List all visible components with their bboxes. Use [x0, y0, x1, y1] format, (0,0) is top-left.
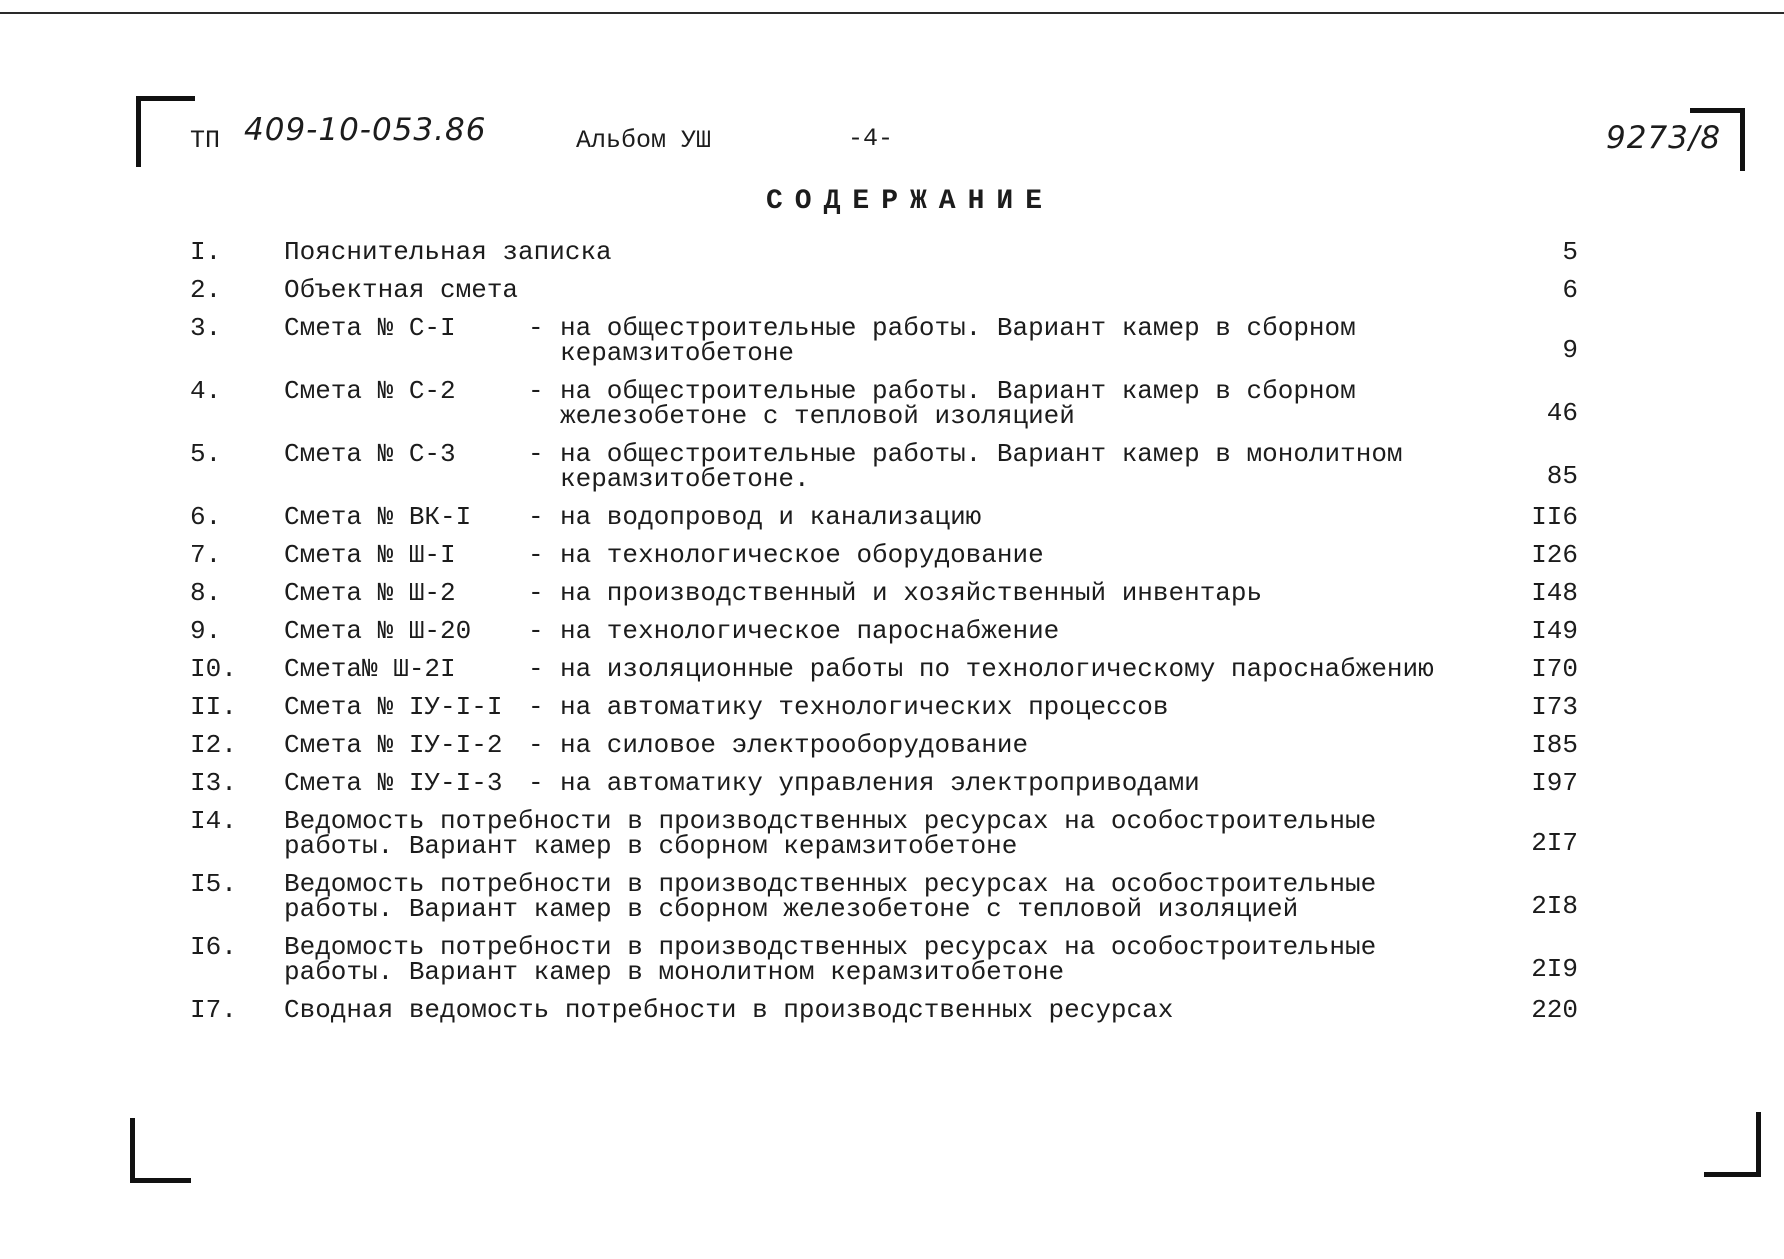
entry-dash: - — [528, 616, 544, 646]
entry-title: Ведомость потребности в производственных ресурсах на особостроительные — [284, 932, 1377, 962]
entry-page: 5 — [1562, 237, 1578, 267]
entry-description-continued: керамзитобетоне — [560, 338, 795, 368]
entry-estimate-label: Смета № Ш-20 — [284, 616, 472, 646]
entry-page: I26 — [1531, 540, 1578, 570]
entry-number: 8. — [190, 578, 222, 608]
frame-corner-bottom-right — [1704, 1112, 1761, 1177]
entry-number: II. — [190, 692, 237, 722]
frame-corner-top-left — [136, 96, 195, 167]
entry-estimate-label: Смета№ Ш-2I — [284, 654, 456, 684]
entry-number: I. — [190, 237, 222, 267]
entry-title: Объектная смета — [284, 275, 519, 305]
entry-title: Сводная ведомость потребности в производственных ресурсах — [284, 995, 1174, 1025]
entry-number: 7. — [190, 540, 222, 570]
entry-title-continued: работы. Вариант камер в сборном керамзитобетоне — [284, 831, 1018, 861]
entry-dash: - — [528, 313, 544, 343]
entry-page: II6 — [1531, 502, 1578, 532]
entry-page: 2I9 — [1531, 954, 1578, 984]
entry-number: I0. — [190, 654, 237, 684]
entry-page: I97 — [1531, 768, 1578, 798]
entry-estimate-label: Смета № С-3 — [284, 439, 456, 469]
entry-dash: - — [528, 654, 544, 684]
entry-number: I2. — [190, 730, 237, 760]
entry-page: 6 — [1562, 275, 1578, 305]
entry-dash: - — [528, 376, 544, 406]
entry-title-continued: работы. Вариант камер в сборном железобетоне с тепловой изоляцией — [284, 894, 1299, 924]
entry-estimate-label: Смета № IУ-I-I — [284, 692, 503, 722]
entry-description: на изоляционные работы по технологическому пароснабжению — [560, 654, 1434, 684]
entry-description: на общестроительные работы. Вариант камер в сборном — [560, 376, 1356, 406]
entry-page: 85 — [1546, 461, 1578, 491]
document-title: СОДЕРЖАНИЕ — [765, 186, 1055, 217]
entry-page: I49 — [1531, 616, 1578, 646]
entry-number: 3. — [190, 313, 222, 343]
entry-number: I6. — [190, 932, 237, 962]
entry-page: 2I8 — [1531, 891, 1578, 921]
entry-number: I3. — [190, 768, 237, 798]
entry-page: 9 — [1562, 335, 1578, 365]
entry-page: I85 — [1531, 730, 1578, 760]
entry-dash: - — [528, 502, 544, 532]
entry-page: I48 — [1531, 578, 1578, 608]
entry-page: 46 — [1546, 398, 1578, 428]
entry-page: 2I7 — [1531, 828, 1578, 858]
entry-description: на автоматику технологических процессов — [560, 692, 1169, 722]
entry-dash: - — [528, 692, 544, 722]
entry-description-continued: керамзитобетоне. — [560, 464, 810, 494]
entry-estimate-label: Смета № ВК-I — [284, 502, 472, 532]
frame-corner-bottom-left — [130, 1118, 191, 1183]
entry-number: 6. — [190, 502, 222, 532]
entry-page: 220 — [1531, 995, 1578, 1025]
entry-number: 2. — [190, 275, 222, 305]
entry-dash: - — [528, 540, 544, 570]
entry-page: I73 — [1531, 692, 1578, 722]
entry-description: на общестроительные работы. Вариант камер в сборном — [560, 313, 1356, 343]
entry-number: I5. — [190, 869, 237, 899]
entry-page: I70 — [1531, 654, 1578, 684]
entry-number: I4. — [190, 806, 237, 836]
entry-description: на производственный и хозяйственный инвентарь — [560, 578, 1263, 608]
entry-dash: - — [528, 439, 544, 469]
entry-number: 9. — [190, 616, 222, 646]
entry-description: на технологическое оборудование — [560, 540, 1044, 570]
entry-dash: - — [528, 768, 544, 798]
entry-title: Ведомость потребности в производственных ресурсах на особостроительные — [284, 806, 1377, 836]
entry-description: на водопровод и канализацию — [560, 502, 982, 532]
project-code: 409-10-053.86 — [244, 112, 487, 148]
entry-estimate-label: Смета № С-2 — [284, 376, 456, 406]
entry-estimate-label: Смета № С-I — [284, 313, 456, 343]
entry-description-continued: железобетоне с тепловой изоляцией — [560, 401, 1075, 431]
entry-estimate-label: Смета № IУ-I-3 — [284, 768, 503, 798]
entry-estimate-label: Смета № Ш-2 — [284, 578, 456, 608]
entry-description: на общестроительные работы. Вариант камер в монолитном — [560, 439, 1403, 469]
entry-title: Пояснительная записка — [284, 237, 612, 267]
entry-description: на технологическое пароснабжение — [560, 616, 1060, 646]
entry-title: Ведомость потребности в производственных ресурсах на особостроительные — [284, 869, 1377, 899]
entry-estimate-label: Смета № Ш-I — [284, 540, 456, 570]
entry-description: на силовое электрооборудование — [560, 730, 1029, 760]
tp-prefix: ТП — [190, 126, 221, 155]
entry-dash: - — [528, 730, 544, 760]
entry-number: 4. — [190, 376, 222, 406]
entry-number: I7. — [190, 995, 237, 1025]
entry-estimate-label: Смета № IУ-I-2 — [284, 730, 503, 760]
entry-description: на автоматику управления электроприводами — [560, 768, 1200, 798]
album-label: Альбом УШ — [576, 126, 712, 155]
archive-number: 9273/8 — [1606, 120, 1722, 156]
entry-number: 5. — [190, 439, 222, 469]
page-marker: -4- — [848, 124, 894, 153]
entry-dash: - — [528, 578, 544, 608]
entry-title-continued: работы. Вариант камер в монолитном керамзитобетоне — [284, 957, 1065, 987]
top-edge-rule — [0, 12, 1784, 14]
